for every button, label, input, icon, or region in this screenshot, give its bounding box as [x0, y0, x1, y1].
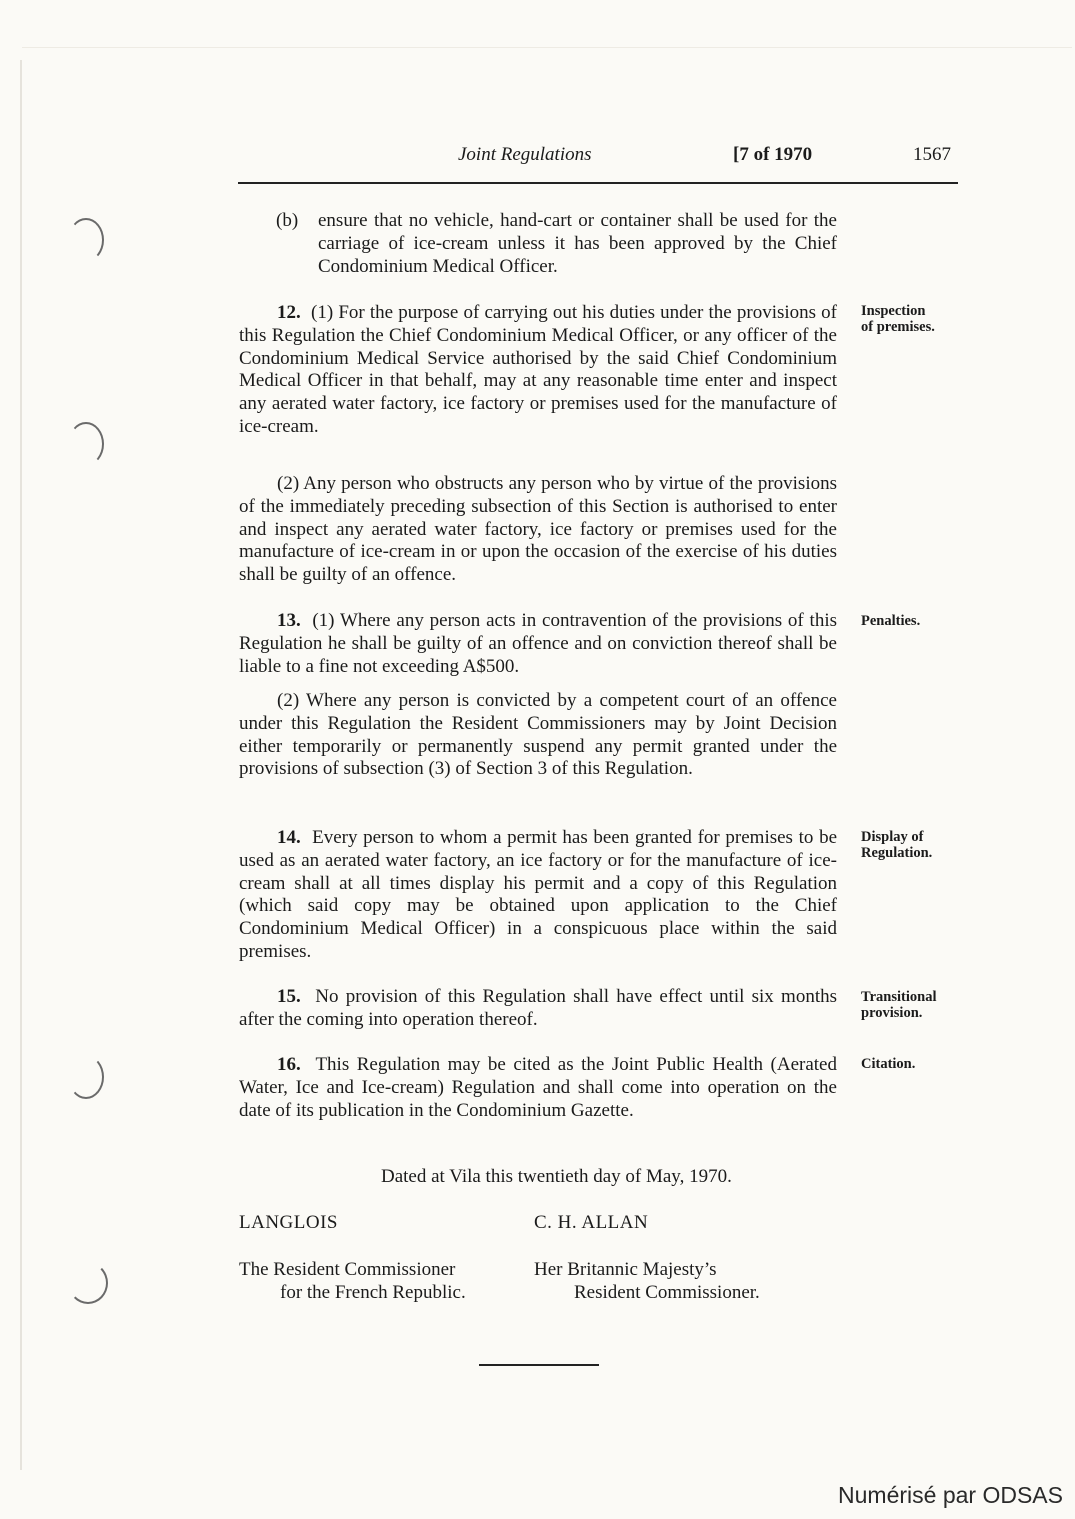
section-12-number: 12. — [277, 302, 301, 323]
margin-note-14 — [861, 829, 932, 861]
margin-note-15-line-2: provision. — [861, 1005, 923, 1021]
page-number: 1567 — [913, 144, 951, 165]
section-16-para-1 — [239, 1054, 837, 1122]
section-16-para-1-text: This Regulation may be cited as the Joint Public Health (Aerated Water, Ice and Ice-cream) Regulation and shall come into operation on the date of its publication in the Condominium Gazette. — [239, 1054, 837, 1121]
margin-note-16 — [861, 1056, 915, 1072]
section-12-para-2: (2) Any person who obstructs any person who by virtue of the provisions of the immediately preceding subsection of this Section is authorised to enter and inspect any aerated water factory, ice factory or premises used for the manufacture of ice-cream in or upon the occasion of the exercise of his duties shall be guilty of an offence. — [239, 473, 837, 586]
clause-b-label: (b) — [276, 210, 299, 231]
signatory-1-title — [239, 1259, 466, 1305]
section-13-para-1 — [239, 610, 837, 678]
margin-note-14-line-1: Display of — [861, 829, 924, 845]
section-14-number: 14. — [277, 827, 301, 848]
section-13-number: 13. — [277, 610, 301, 631]
punch-hole-2 — [68, 422, 104, 466]
margin-note-12-line-2: of premises. — [861, 319, 935, 335]
page-top-edge — [22, 47, 1072, 48]
margin-note-12 — [861, 303, 935, 335]
clause-b-text: ensure that no vehicle, hand-cart or container shall be used for the carriage of ice-cream unless it has been approved by the Chief Condominium Medical Officer. — [318, 210, 837, 277]
signatory-1-title-line-2: for the French Republic. — [280, 1281, 466, 1303]
running-title: Joint Regulations — [458, 144, 592, 165]
act-reference: [7 of 1970 — [733, 144, 813, 165]
clause-b — [276, 210, 837, 278]
section-15-number: 15. — [277, 986, 301, 1007]
section-15-para-1-text: No provision of this Regulation shall have effect until six months after the coming into operation thereof. — [239, 986, 837, 1030]
section-12-para-1-text: (1) For the purpose of carrying out his duties under the provisions of this Regulation the Chief Condominium Medical Officer, or any officer of the Condominium Medical Service authorised by the said Chief Condominium Medical Officer in that behalf, may at any reasonable time enter and inspect any aerated water factory, ice factory or premises used for the manufacture of ice-cream. — [239, 302, 838, 437]
end-rule — [479, 1364, 599, 1366]
punch-hole-4 — [68, 1262, 108, 1304]
section-16-number: 16. — [277, 1054, 301, 1075]
section-13-para-1-text: (1) Where any person acts in contravention of the provisions of this Regulation he shall be guilty of an offence and on conviction thereof shall be liable to a fine not exceeding A$500. — [239, 610, 838, 677]
margin-note-15-line-1: Transitional — [861, 989, 937, 1005]
margin-note-13-line-1: Penalties. — [861, 613, 921, 629]
section-15-para-1 — [239, 986, 837, 1032]
margin-note-12-line-1: Inspection — [861, 303, 926, 319]
digitisation-watermark: Numérisé par ODSAS — [838, 1482, 1063, 1508]
section-12-para-1 — [239, 302, 837, 439]
page-left-edge — [20, 60, 22, 1470]
signatory-2-title-line-1: Her Britannic Majesty’s — [534, 1259, 717, 1280]
punch-hole-3 — [68, 1055, 104, 1099]
header-rule — [238, 182, 958, 184]
section-13-para-2: (2) Where any person is convicted by a competent court of an offence under this Regulation the Resident Commissioners may by Joint Decision either temporarily or permanently suspend any permit granted under the provisions of subsection (3) of Section 3 of this Regulation. — [239, 690, 837, 780]
margin-note-14-line-2: Regulation. — [861, 845, 933, 861]
section-14-para-1-text: Every person to whom a permit has been granted for premises to be used as an aerated water factory, an ice factory or for the manufacture of ice-cream shall at all times display his permit and a copy of this Regulation (which said copy may be obtained upon application to the Chief Condominium Medical Officer) in a conspicuous place within the said premises. — [239, 827, 838, 962]
punch-hole-1 — [68, 218, 104, 262]
signatory-2-title-line-2: Resident Commissioner. — [574, 1281, 760, 1303]
dated-line: Dated at Vila this twentieth day of May, 1970. — [381, 1166, 732, 1187]
signatory-2-name: C. H. ALLAN — [534, 1212, 649, 1233]
signatory-1-name: LANGLOIS — [239, 1212, 338, 1233]
margin-note-13 — [861, 613, 920, 629]
margin-note-16-line-1: Citation. — [861, 1056, 916, 1072]
signatory-2-title — [534, 1259, 760, 1305]
margin-note-15 — [861, 989, 936, 1021]
section-14-para-1 — [239, 827, 837, 964]
signatory-1-title-line-1: The Resident Commissioner — [239, 1259, 456, 1280]
